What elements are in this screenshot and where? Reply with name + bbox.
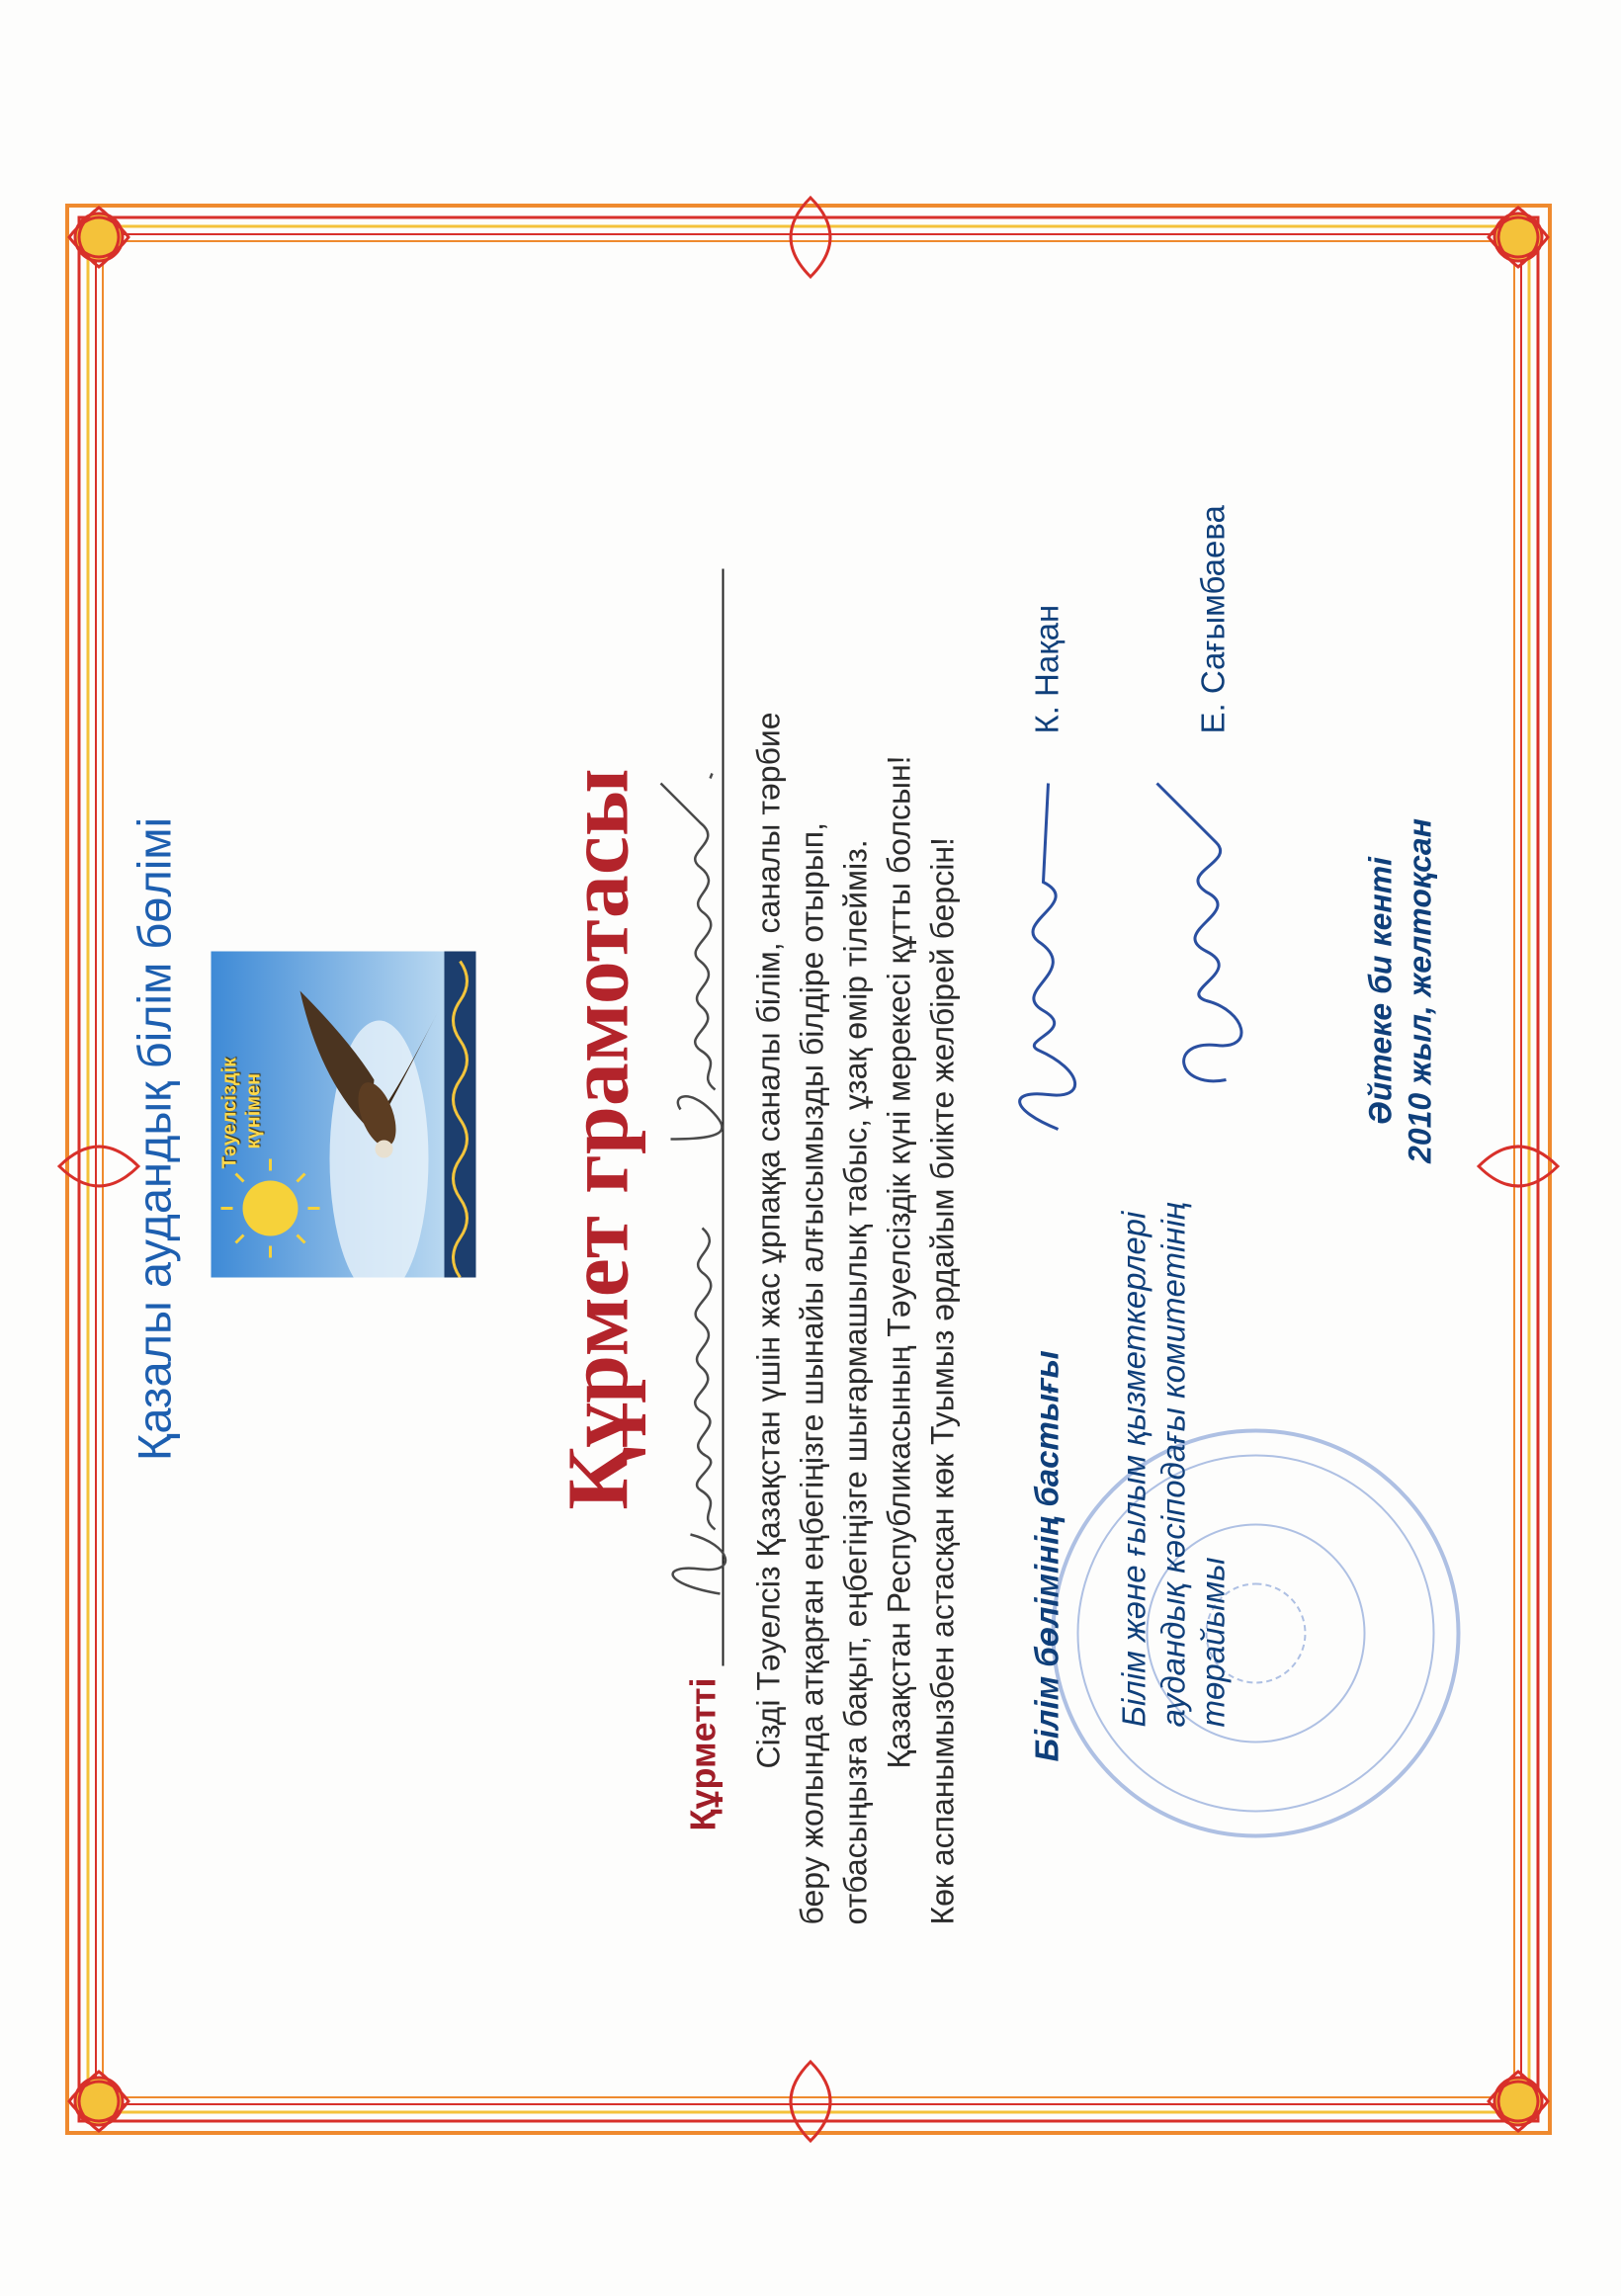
signatory2-title-line2: аудандық кәсіподағы комитетінің: [1154, 1202, 1192, 1728]
salutation-label: Құрметті: [682, 1677, 724, 1831]
signatory2-title-line3: төрайымы: [1194, 1557, 1232, 1728]
signatory1-title: Білім бөлімінің бастығы: [1028, 1350, 1066, 1762]
body-line: Көк аспанымызбен астасқан көк Туымыз әрдайым биікте желбірей берсін!: [924, 837, 961, 1925]
issue-place: Әйтеке би кенті: [1362, 856, 1399, 1126]
issuer-header: Қазалы аудандық білім бөлімі: [128, 816, 181, 1462]
signatory2-title-line1: Білім және ғылым қызметкерлері: [1115, 1211, 1152, 1728]
body-line: Сізді Тәуелсіз Қазақстан үшін жас ұрпаққа саналы білім, саналы тәрбие: [750, 712, 787, 1769]
emblem-caption-line1: Тәуелсіздік: [218, 1057, 241, 1169]
official-stamp: [1039, 1416, 1474, 1851]
body-line: беру жолында атқарған еңбегіңізге шынайы алғысымызды білдіре отырып,: [794, 821, 830, 1925]
signatory2-signature: [1138, 764, 1276, 1100]
body-line: Қазақстан Республикасының Тәуелсіздік күні мерекесі құтты болсын!: [881, 755, 917, 1769]
emblem-caption-line2: күнімен: [242, 1072, 265, 1149]
signatory1-name: К. Нақан: [1028, 604, 1066, 734]
body-line: отбасыңызға бақыт, еңбегіңізге шығармашылық табыс, ұзақ өмір тілейміз.: [837, 839, 874, 1925]
issue-date: 2010 жыл, желтоқсан: [1402, 817, 1438, 1164]
certificate-body: [747, 324, 965, 1925]
certificate-content: [1, 0, 1621, 2296]
signatory2-name: Е. Сағымбаева: [1194, 505, 1232, 734]
signatory1-signature: [989, 764, 1098, 1140]
recipient-handwritten-name: [641, 675, 750, 1604]
certificate-title: Құрмет грамотасы: [551, 768, 647, 1510]
independence-day-emblem: [212, 952, 476, 1278]
